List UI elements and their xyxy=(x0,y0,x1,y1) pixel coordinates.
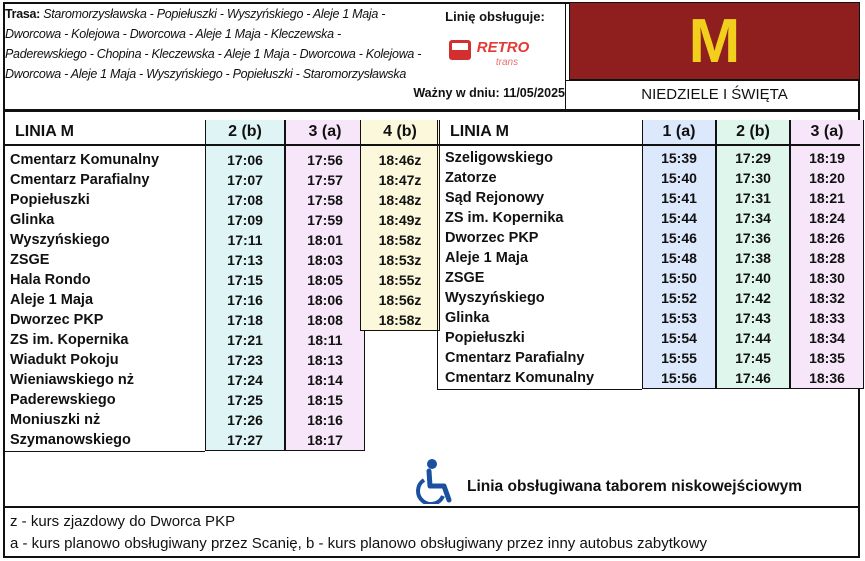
right-departure-time: 18:34 xyxy=(809,330,845,346)
right-departure-time: 17:43 xyxy=(735,310,771,326)
left-departure-time: 18:53z xyxy=(378,252,422,268)
svg-text:trans: trans xyxy=(495,57,519,68)
right-departure-time: 18:32 xyxy=(809,290,845,306)
table-header-rule xyxy=(3,144,860,146)
left-stop-column xyxy=(5,120,200,450)
right-course-column xyxy=(716,120,790,389)
left-departure-time: 18:15 xyxy=(307,392,343,408)
legend xyxy=(10,511,707,555)
left-departure-time: 18:13 xyxy=(307,352,343,368)
right-departure-time: 15:40 xyxy=(661,170,697,186)
right-stop-name: Sąd Rejonowy xyxy=(445,190,545,206)
left-departure-time: 17:13 xyxy=(227,252,263,268)
left-departure-time: 18:11 xyxy=(307,332,343,348)
left-stop-name: Aleje 1 Maja xyxy=(10,292,94,308)
route-description xyxy=(5,4,425,104)
right-course-header: 3 (a) xyxy=(791,120,863,144)
right-departure-time: 18:36 xyxy=(809,370,845,386)
right-stop-name: Cmentarz Komunalny xyxy=(445,370,595,386)
left-course-header: 4 (b) xyxy=(361,120,439,144)
left-departure-time: 17:18 xyxy=(227,312,263,328)
left-departure-time: 17:25 xyxy=(227,392,263,408)
left-stop-name: ZSGE xyxy=(10,252,50,268)
right-departure-time: 15:39 xyxy=(661,150,697,166)
route-label: Trasa: xyxy=(5,7,41,21)
right-departure-time: 17:46 xyxy=(735,370,771,386)
right-departure-time: 17:29 xyxy=(735,150,771,166)
left-departure-time: 17:23 xyxy=(227,352,263,368)
left-course-column xyxy=(285,120,365,451)
left-departure-time: 17:26 xyxy=(227,412,263,428)
left-departure-time: 17:57 xyxy=(307,172,343,188)
right-stop-name: Szeligowskiego xyxy=(445,150,553,166)
left-departure-time: 18:05 xyxy=(307,272,343,288)
right-departure-time: 18:28 xyxy=(809,250,845,266)
right-departure-time: 17:42 xyxy=(735,290,771,306)
left-stop-name: Moniuszki nż xyxy=(10,412,101,428)
right-course-header: 2 (b) xyxy=(717,120,789,144)
right-departure-time: 18:21 xyxy=(809,190,845,206)
divider xyxy=(565,2,566,110)
right-departure-time: 17:31 xyxy=(735,190,771,206)
right-stop-name: Glinka xyxy=(445,310,490,326)
left-table-bottom xyxy=(3,451,205,452)
left-departure-time: 17:27 xyxy=(227,432,263,448)
divider xyxy=(565,80,860,81)
left-departure-time: 17:21 xyxy=(227,332,263,348)
right-departure-time: 17:40 xyxy=(735,270,771,286)
left-departure-time: 17:11 xyxy=(227,232,263,248)
right-course-times xyxy=(791,144,863,389)
line-number: M xyxy=(569,2,860,80)
right-departure-time: 18:33 xyxy=(809,310,845,326)
wheelchair-icon xyxy=(415,458,459,504)
left-course-column xyxy=(360,120,440,331)
operator-label: Linię obsługuje: xyxy=(445,9,545,24)
right-departure-time: 18:20 xyxy=(809,170,845,186)
left-course-column xyxy=(205,120,285,451)
left-departure-time: 18:46z xyxy=(378,152,422,168)
right-stop-name: Wyszyńskiego xyxy=(445,290,545,306)
right-departure-time: 18:26 xyxy=(809,230,845,246)
left-departure-time: 18:14 xyxy=(307,372,343,388)
center-divider xyxy=(437,120,438,390)
right-departure-time: 15:48 xyxy=(661,250,697,266)
left-departure-time: 17:07 xyxy=(227,172,263,188)
right-stop-name: Zatorze xyxy=(445,170,497,186)
right-stop-name: ZS im. Kopernika xyxy=(445,210,564,226)
left-course-header: 3 (a) xyxy=(286,120,364,144)
left-departure-time: 17:15 xyxy=(227,272,263,288)
left-departure-time: 18:17 xyxy=(307,432,343,448)
right-departure-time: 15:44 xyxy=(661,210,697,226)
right-departure-time: 15:54 xyxy=(661,330,697,346)
left-stop-name: Cmentarz Parafialny xyxy=(10,172,150,188)
left-departure-time: 18:55z xyxy=(378,272,422,288)
left-departure-time: 17:58 xyxy=(307,192,343,208)
right-departure-time: 15:56 xyxy=(661,370,697,386)
left-departure-time: 18:08 xyxy=(307,312,343,328)
right-stop-name: Popiełuszki xyxy=(445,330,525,346)
left-departure-time: 17:06 xyxy=(227,152,263,168)
left-stop-name: Hala Rondo xyxy=(10,272,91,288)
left-stop-name: Cmentarz Komunalny xyxy=(10,152,160,168)
left-departure-time: 18:16 xyxy=(307,412,343,428)
right-table-bottom xyxy=(437,389,642,390)
right-departure-time: 15:46 xyxy=(661,230,697,246)
right-departure-time: 17:34 xyxy=(735,210,771,226)
left-departure-time: 18:58z xyxy=(378,232,422,248)
left-departure-time: 17:24 xyxy=(227,372,263,388)
right-departure-time: 17:30 xyxy=(735,170,771,186)
right-course-header: 1 (a) xyxy=(643,120,715,144)
right-departure-time: 18:19 xyxy=(809,150,845,166)
left-departure-time: 18:49z xyxy=(378,212,422,228)
legend-line-ab: a - kurs planowo obsługiwany przez Scanię, b - kurs planowo obsługiwany przez inny autobus zabytkowy xyxy=(10,535,708,552)
right-line-title: LINIA M xyxy=(450,123,509,140)
left-stop-name: Popiełuszki xyxy=(10,192,90,208)
left-course-times xyxy=(206,144,284,451)
right-stop-name: Dworzec PKP xyxy=(445,230,539,246)
left-departure-time: 17:59 xyxy=(307,212,343,228)
left-stop-name: Paderewskiego xyxy=(10,392,116,408)
left-stop-name: Glinka xyxy=(10,212,55,228)
left-departure-time: 17:16 xyxy=(227,292,263,308)
right-departure-time: 15:50 xyxy=(661,270,697,286)
divider xyxy=(3,109,860,112)
right-course-column xyxy=(642,120,716,389)
left-stop-name: ZS im. Kopernika xyxy=(10,332,129,348)
right-departure-time: 15:52 xyxy=(661,290,697,306)
left-course-times xyxy=(286,144,364,451)
right-stop-name: ZSGE xyxy=(445,270,485,286)
left-line-title: LINIA M xyxy=(15,123,74,140)
left-departure-time: 18:01 xyxy=(307,232,343,248)
left-departure-time: 17:09 xyxy=(227,212,263,228)
legend-line-z: z - kurs zjazdowy do Dworca PKP xyxy=(10,513,236,530)
operator-logo-text: RETRO xyxy=(476,39,530,56)
left-stop-name: Szymanowskiego xyxy=(10,432,131,448)
right-course-times xyxy=(717,144,789,389)
left-course-header: 2 (b) xyxy=(206,120,284,144)
right-departure-time: 17:44 xyxy=(735,330,771,346)
right-stop-name: Aleje 1 Maja xyxy=(445,250,529,266)
valid-date: Ważny w dniu: 11/05/2025 xyxy=(413,86,565,100)
operator-logo xyxy=(445,30,545,70)
right-departure-time: 15:55 xyxy=(661,350,697,366)
left-stop-name: Wyszyńskiego xyxy=(10,232,110,248)
accessibility-text: Linia obsługiwana taborem niskowejściowym xyxy=(467,478,803,495)
right-stop-name: Cmentarz Parafialny xyxy=(445,350,585,366)
left-stop-name: Wiadukt Pokoju xyxy=(10,352,119,368)
route-text: Staromorzysławska - Popiełuszki - Wyszyńskiego - Aleje 1 Maja - Dworcowa - Kolejowa - Dworcowa - Aleje 1 Maja - Kleczewska - Paderewskiego - Chopina - Kleczewska - Aleje 1 Maja - Dworcowa - Kolejowa - Dworcowa - Aleje 1 Maja - Wyszyńskiego - Popiełuszki - Staromorzysławska xyxy=(5,7,422,81)
right-stop-column xyxy=(440,120,640,388)
left-departure-time: 18:48z xyxy=(378,192,422,208)
left-departure-time: 18:03 xyxy=(307,252,343,268)
right-course-times xyxy=(643,144,715,389)
right-course-column xyxy=(790,120,864,389)
left-stop-name: Dworzec PKP xyxy=(10,312,104,328)
right-departure-time: 15:53 xyxy=(661,310,697,326)
right-departure-time: 15:41 xyxy=(661,190,697,206)
left-stop-name: Wieniawskiego nż xyxy=(10,372,134,388)
right-departure-time: 17:36 xyxy=(735,230,771,246)
left-departure-time: 17:56 xyxy=(307,152,343,168)
left-departure-time: 18:56z xyxy=(378,292,422,308)
left-departure-time: 17:08 xyxy=(227,192,263,208)
right-departure-time: 17:45 xyxy=(735,350,771,366)
left-departure-time: 18:58z xyxy=(378,312,422,328)
divider xyxy=(3,506,860,508)
left-departure-time: 18:06 xyxy=(307,292,343,308)
right-departure-time: 17:38 xyxy=(735,250,771,266)
right-departure-time: 18:35 xyxy=(809,350,845,366)
right-departure-time: 18:30 xyxy=(809,270,845,286)
day-type: NIEDZIELE I ŚWIĘTA xyxy=(641,86,788,103)
left-departure-time: 18:47z xyxy=(378,172,422,188)
accessibility-notice xyxy=(415,456,855,506)
left-course-times xyxy=(361,144,439,331)
right-departure-time: 18:24 xyxy=(809,210,845,226)
